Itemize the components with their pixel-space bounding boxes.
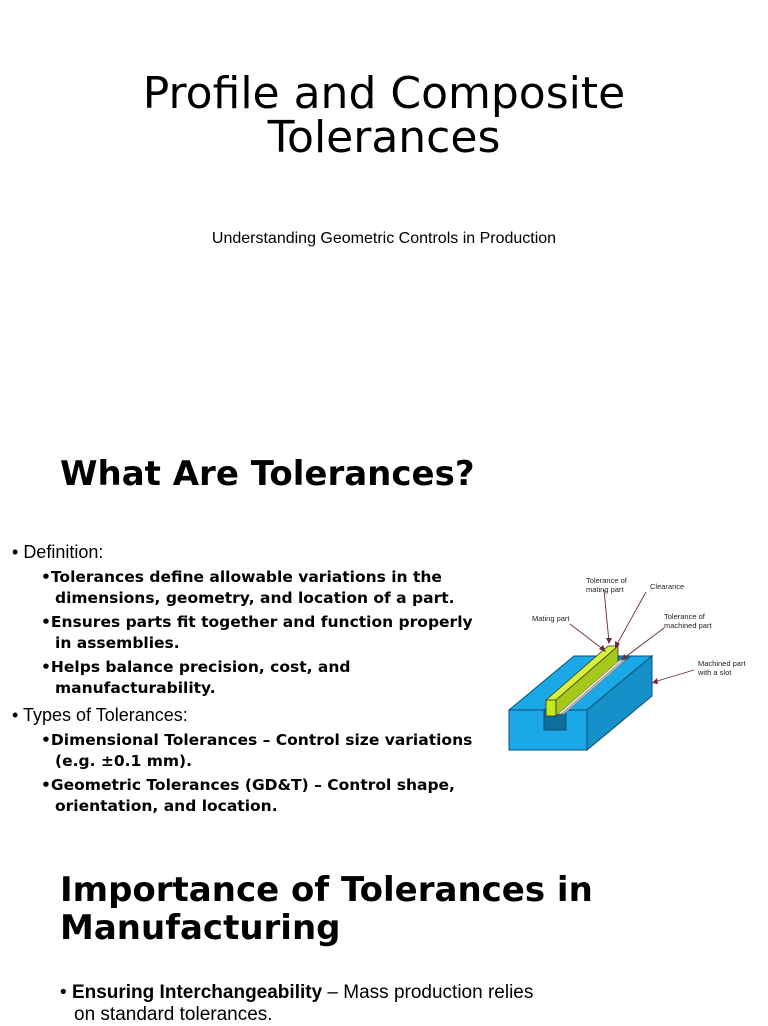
bullet-label: • Types of Tolerances: — [12, 705, 492, 726]
slot-tolerance-diagram — [484, 558, 768, 768]
label-machined-part-2: with a slot — [698, 668, 732, 677]
leader-clearance — [616, 592, 646, 646]
leader-tolerance-mating — [604, 590, 609, 642]
sub-bullet: • Helps balance precision, cost, and manufacturability. — [41, 657, 492, 699]
label-tolerance-mating-1: Tolerance of — [586, 576, 627, 585]
presentation-title — [0, 68, 768, 163]
sub-bullet-list — [12, 730, 492, 817]
title-line-1: Profile and Composite — [142, 68, 626, 119]
arrowhead-icon — [606, 638, 612, 644]
arrowhead-icon — [652, 678, 658, 684]
bullet-text: – Mass production relies on standard tolerances. — [74, 982, 534, 1025]
slide-heading — [60, 871, 593, 947]
sub-bullet-list — [12, 567, 492, 699]
label-tolerance-machined-2: machined part — [664, 621, 712, 630]
bullet-interchangeability — [60, 982, 534, 1026]
title-slide — [0, 0, 768, 420]
sub-bullet: • Ensures parts fit together and function properly in assemblies. — [41, 612, 492, 654]
bullet-list — [12, 542, 492, 823]
sub-bullet: • Tolerances define allowable variations in the dimensions, geometry, and location of a part. — [41, 567, 492, 609]
slide-heading: What Are Tolerances? — [60, 454, 475, 494]
bullet-definition — [12, 542, 492, 699]
leader-tolerance-machined — [624, 628, 664, 658]
mating-part-front — [546, 700, 556, 716]
bullet-types — [12, 705, 492, 817]
label-machined-part-1: Machined part — [698, 659, 746, 668]
heading-line-1: Importance of Tolerances in — [60, 870, 593, 910]
label-clearance: Clearance — [650, 582, 685, 591]
label-tolerance-mating-2: mating part — [586, 585, 624, 594]
bullet-label: • Definition: — [12, 542, 492, 563]
leader-machined-part — [654, 670, 694, 682]
title-line-2: Tolerances — [267, 112, 501, 163]
leader-mating-part — [570, 624, 604, 650]
label-tolerance-machined-1: Tolerance of — [664, 612, 705, 621]
sub-bullet: • Dimensional Tolerances – Control size variations (e.g. ±0.1 mm). — [41, 730, 492, 772]
sub-bullet: • Geometric Tolerances (GD&T) – Control shape, orientation, and location. — [41, 775, 492, 817]
label-mating-part: Mating part — [532, 614, 570, 623]
bullet-bold-text: Ensuring Interchangeability — [71, 982, 323, 1003]
what-are-tolerances-slide — [0, 430, 768, 830]
presentation-subtitle: Understanding Geometric Controls in Production — [211, 230, 557, 247]
heading-line-2: Manufacturing — [60, 908, 341, 948]
importance-slide — [0, 840, 768, 1024]
